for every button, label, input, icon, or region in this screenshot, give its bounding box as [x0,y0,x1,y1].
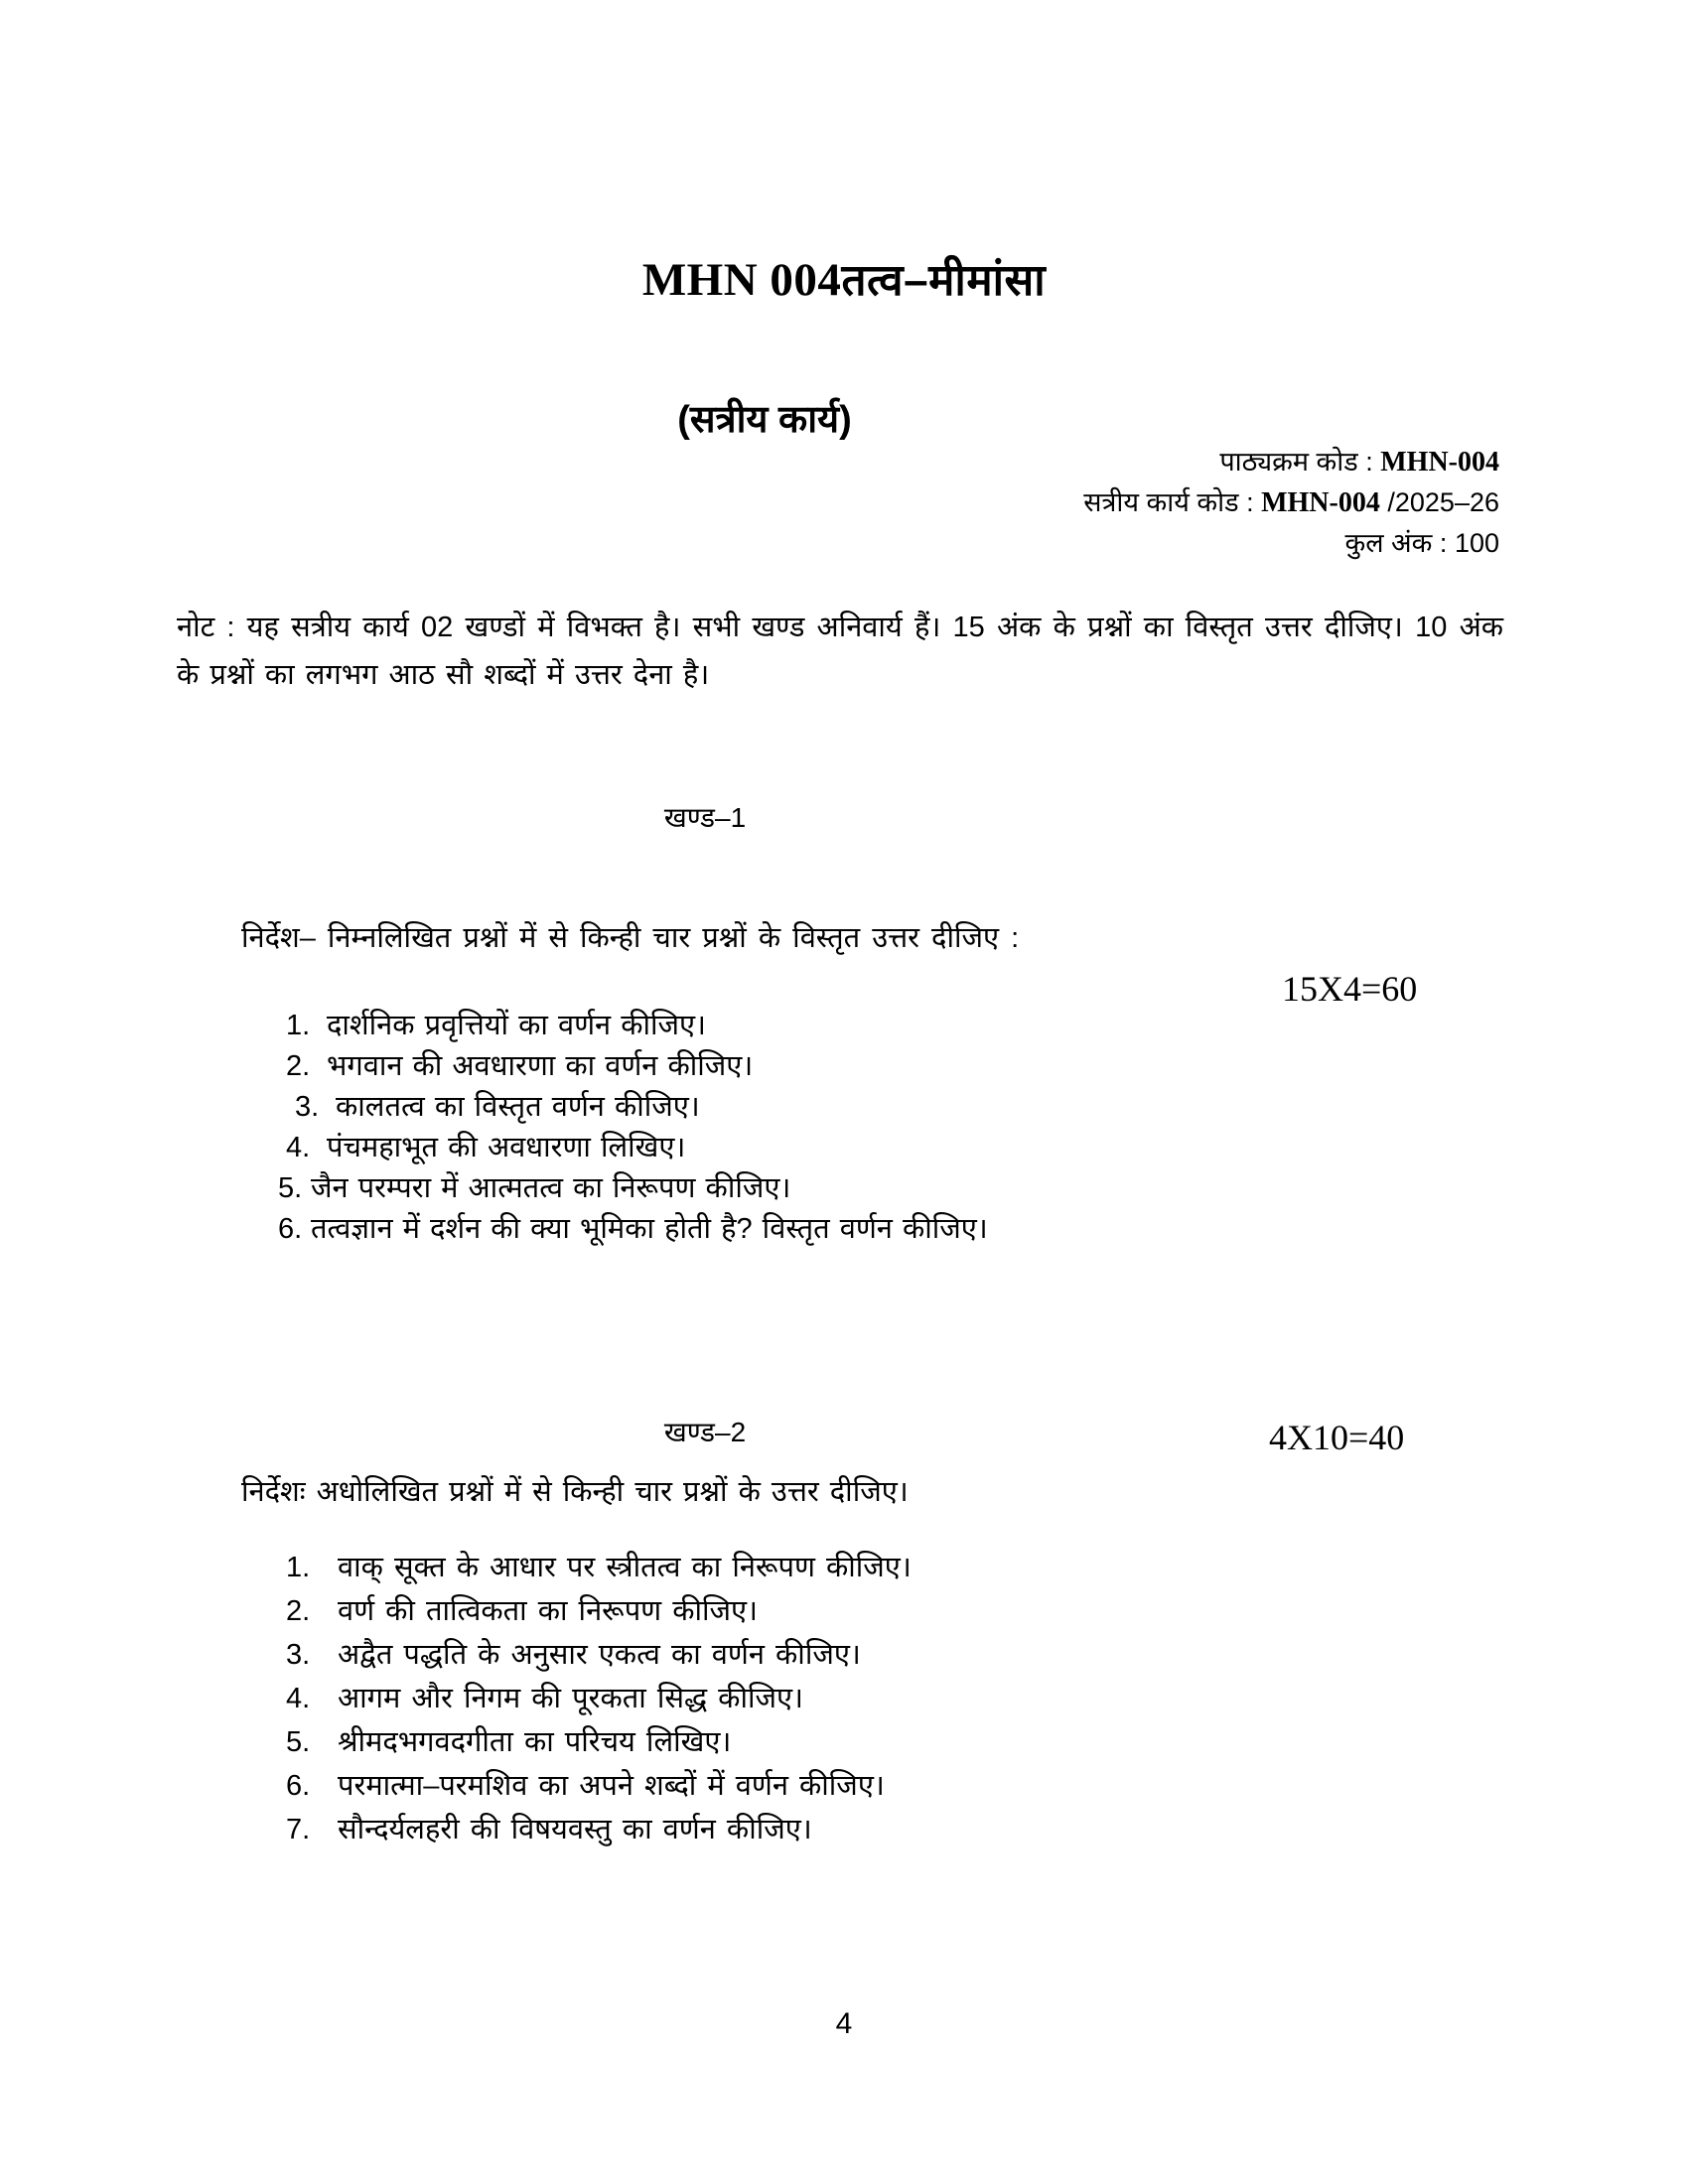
question-item [286,1720,912,1764]
question-number: 4. [286,1132,311,1163]
question-text: वाक् सूक्त के आधार पर स्त्रीतत्व का निरूपण कीजिए। [338,1552,912,1583]
section-1-instruction: निर्देश– निम्नलिखित प्रश्नों में से किन्ही चार प्रश्नों के विस्तृत उत्तर दीजिए : [241,922,1020,954]
question-number: 4. [286,1683,311,1714]
assignment-year: /2025–26 [1387,487,1499,517]
question-text: दार्शनिक प्रवृत्तियों का वर्णन कीजिए। [327,1010,707,1041]
note-paragraph: नोट : यह सत्रीय कार्य 02 खण्डों में विभक्त है। सभी खण्ड अनिवार्य हैं। 15 अंक के प्रश्नों का विस्तृत उत्तर दीजिए। 10 अंक के प्रश्नों का लगभग आठ सौ शब्दों में उत्तर देना है। [177,612,1503,691]
question-number: 6. [286,1770,311,1802]
question-number: 3. [295,1091,320,1123]
question-number: 2. [286,1050,311,1082]
question-text: भगवान की अवधारणा का वर्णन कीजिए। [327,1050,754,1082]
question-text: अद्वैत पद्धति के अनुसार एकत्व का वर्णन कीजिए। [338,1639,861,1671]
question-text: जैन परम्परा में आत्मतत्व का निरूपण कीजिए। [311,1172,791,1204]
assignment-code-value: MHN-004 [1261,487,1380,518]
section-heading-1: खण्ड–1 [663,802,747,833]
section-1-marks: 15X4=60 [1282,969,1418,1009]
question-item [286,1006,988,1046]
meta-block [1083,442,1499,564]
question-number: 7. [286,1814,311,1845]
question-item [286,1087,988,1128]
question-text: तत्वज्ञान में दर्शन की क्या भूमिका होती है? विस्तृत वर्णन कीजिए। [311,1213,988,1245]
question-item [286,1677,912,1720]
section-2-question-list [286,1546,912,1851]
question-item [286,1808,912,1851]
section-1-question-list [278,1006,988,1250]
total-marks-row [1083,523,1499,564]
question-number: 5. [278,1172,303,1204]
course-code-label: पाठ्यक्रम कोड : [1219,447,1373,477]
question-item [278,1168,988,1209]
question-number: 5. [286,1726,311,1758]
question-number: 6. [278,1213,303,1245]
question-item [286,1764,912,1808]
assignment-code-row [1083,482,1499,523]
question-item [286,1589,912,1633]
question-text: श्रीमदभगवदगीता का परिचय लिखिए। [338,1726,732,1758]
total-marks-value: 100 [1454,528,1499,558]
question-item [286,1046,988,1087]
question-text: आगम और निगम की पूरकता सिद्ध कीजिए। [338,1683,804,1714]
page-title [0,248,1688,308]
question-item [286,1633,912,1677]
question-number: 1. [286,1552,311,1583]
section-heading-2: खण्ड–2 [663,1417,747,1447]
total-marks-label: कुल अंक : [1344,528,1448,558]
question-number: 1. [286,1010,311,1041]
question-text: परमात्मा–परमशिव का अपने शब्दों में वर्णन कीजिए। [338,1770,885,1802]
question-number: 3. [286,1639,311,1671]
title-course-code: MHN 004 [641,254,842,306]
section-2-marks: 4X10=40 [1269,1418,1405,1457]
question-item [278,1209,988,1250]
question-item [286,1128,988,1168]
question-text: पंचमहाभूत की अवधारणा लिखिए। [327,1132,686,1163]
course-code-row [1083,442,1499,482]
title-subject: तत्व–मीमांसा [841,256,1047,305]
question-text: सौन्दर्यलहरी की विषयवस्तु का वर्णन कीजिए। [338,1814,812,1845]
question-text: वर्ण की तात्विकता का निरूपण कीजिए। [338,1595,759,1627]
question-text: कालतत्व का विस्तृत वर्णन कीजिए। [336,1091,700,1123]
page-subtitle: (सत्रीय कार्य) [677,399,852,441]
question-number: 2. [286,1595,311,1627]
page-number: 4 [835,2007,853,2040]
question-item [286,1546,912,1589]
section-2-instruction: निर्देशः अधोलिखित प्रश्नों में से किन्ही चार प्रश्नों के उत्तर दीजिए। [241,1476,909,1508]
course-code-value: MHN-004 [1380,447,1499,478]
assignment-code-label: सत्रीय कार्य कोड : [1083,487,1254,517]
